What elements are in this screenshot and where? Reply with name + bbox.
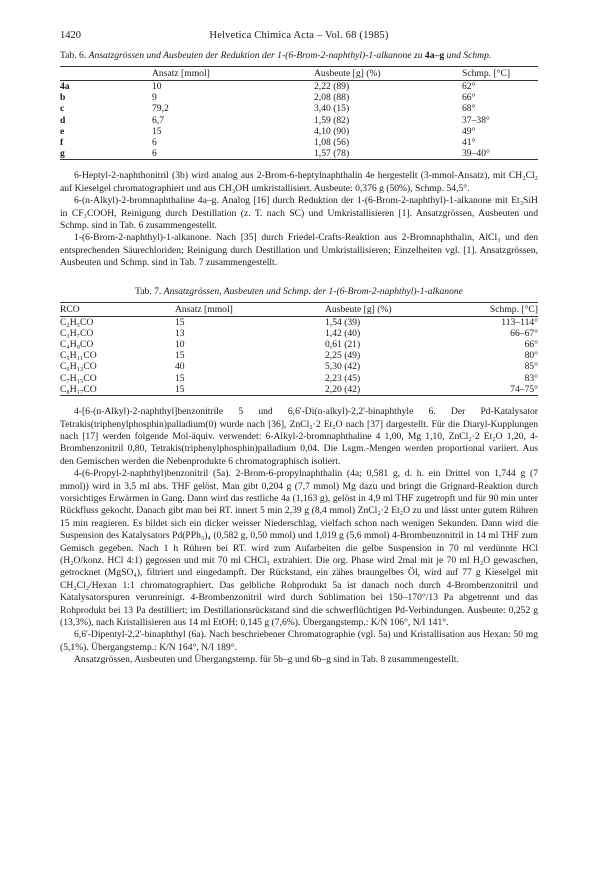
table7-col-ansatz: Ansatz [mmol] [175,302,325,316]
table-row [60,115,538,126]
table-row [60,316,538,328]
ansatz-cell: 13 [175,327,185,339]
ansatz-cell: 15 [175,350,185,362]
table-row [60,339,538,350]
ansatz-cell: 15 [175,372,185,384]
table7-header-row [60,302,538,316]
table6-col-compound [60,67,152,81]
ansatz-cell: 10 [152,81,162,92]
rco-cell: C₂H₅CO [60,316,94,328]
ausbeute-cell: 2,23 (45) [325,372,361,384]
schmp-cell: 62° [462,81,476,92]
table-row [60,361,538,372]
table7-col-rco: RCO [60,302,175,316]
ausbeute-cell: 0,61 (21) [325,339,361,351]
compound-cell: b [60,92,66,104]
table6-col-ausbeute: Ausbeute [g] (%) [314,67,462,81]
ausbeute-cell: 1,42 (40) [325,327,361,339]
ausbeute-cell: 1,59 (82) [314,114,350,126]
table-row [60,350,538,361]
table6-header-row [60,67,538,81]
body-paragraph: 6,6'-Dipentyl-2,2'-binaphthyl (6a). Nach beschriebener Chromatographie (vgl. 5a) und Kristallisation aus Hexan: 50 mg (5,1%). Übergangstemp.: K/N 164°, N/I 189°. [60,629,538,653]
ansatz-cell: 15 [175,316,185,328]
body-paragraph: 6-Heptyl-2-naphthonitril (3b) wird analog aus 2-Brom-6-heptylnaphthalin 4e hergestellt (3-mmol-Ansatz), mit CH₂Cl₂ auf Kieselgel chromatographiert und aus CH₃OH umkristallisiert. Ausbeute: 0,376 g (50%), Schmp. 54,5°. [60,170,538,194]
ausbeute-cell: 4,10 (90) [314,125,350,137]
ansatz-cell: 40 [175,361,185,373]
rco-cell: C₇H₁₅CO [60,372,97,384]
ansatz-cell: 9 [152,92,157,104]
table-row [60,148,538,159]
schmp-cell: 113–114° [501,316,538,328]
table7-body [60,316,538,395]
schmp-cell: 41° [462,137,476,149]
schmp-cell: 85° [524,361,538,373]
page-number: 1420 [60,30,81,41]
schmp-cell: 37–38° [462,114,490,126]
table-row [60,373,538,384]
ausbeute-cell: 1,54 (39) [325,316,361,328]
body-paragraph: 4-[6-(n-Alkyl)-2-naphthyl]benzonitrile 5 und 6,6'-Di(n-alkyl)-2,2'-binaphthyle 6. Der Pd-Katalysator Tetrakis(triphenylphosphin)palladium(0) wurde nach [36], ZnCl₂·2 Et₂O nach [37] dargestellt. Für die Diaryl-Kupplungen nach [17] werden folgende Mol-äquiv. verwendet: 6-Alkyl-2-bromnaphthaline 4 1,00, Mg 1,10, ZnCl₂·2 Et₂O 1,20, 4-Brombenzonitril 0,80, Tetrakis(triphenylphosphin)palladium 0,04. Die Lsgm.-Mengen werden proportional variiert. Aus den Gemischen werden die Nebenprodukte 6 chromatographisch isoliert. [60,406,538,467]
ausbeute-cell: 3,40 (15) [314,103,350,115]
table6-col-ansatz: Ansatz [mmol] [152,67,314,81]
compound-cell: g [60,148,65,160]
ausbeute-cell: 2,25 (49) [325,350,361,362]
ausbeute-cell: 1,57 (78) [314,148,350,160]
schmp-cell: 49° [462,125,476,137]
rco-cell: C₄H₉CO [60,339,94,351]
table6-body [60,81,538,160]
ausbeute-cell: 2,08 (88) [314,92,350,104]
table7-caption-prefix: Tab. 7. [135,285,162,297]
table-row [60,384,538,395]
rco-cell: C₈H₁₇CO [60,383,97,395]
journal-page [60,30,538,667]
schmp-cell: 66° [524,339,538,351]
table-row [60,81,538,93]
table6 [60,66,538,159]
body-paragraph: 1-(6-Brom-2-naphthyl)-1-alkanone. Nach [35] durch Friedel-Crafts-Reaktion aus 2-Bromnaphthalin, AlCl₃ und den entsprechenden Säurechloriden; Reinigung durch Destillation und Umkristallisieren; Einzelheiten vgl. [1]. Ansatzgrössen, Ausbeuten und Schmp. sind in Tab. 7 zusammengestellt. [60,232,538,269]
table6-caption-text: Ansatzgrössen und Ausbeuten der Reduktion der 1-(6-Brom-2-naphthyl)-1-alkanone zu [88,50,423,61]
table7-caption-text: Ansatzgrössen, Ausbeuten und Schmp. der 1-(6-Brom-2-naphthyl)-1-alkanone [163,285,463,297]
compound-cell: 4a [60,81,70,92]
table6-caption-tail: und Schmp. [446,50,492,61]
compound-cell: e [60,125,65,137]
table-row [60,103,538,114]
ausbeute-cell: 1,08 (56) [314,137,350,149]
ansatz-cell: 79,2 [152,103,169,115]
ansatz-cell: 15 [175,383,185,395]
rco-cell: C₃H₇CO [60,327,94,339]
schmp-cell: 68° [462,103,476,115]
schmp-cell: 66° [462,92,476,104]
ansatz-cell: 6 [152,148,157,160]
table7-col-schmp: Schmp. [°C] [465,302,538,316]
journal-title: Helvetica Chimica Acta – Vol. 68 (1985) [209,30,389,41]
ansatz-cell: 10 [175,339,185,351]
compound-cell: c [60,103,65,115]
schmp-cell: 39–40° [462,148,490,160]
ansatz-cell: 6,7 [152,114,164,126]
table7-caption [60,286,538,298]
table7-col-ausbeute: Ausbeute [g] (%) [325,302,465,316]
table6-col-schmp: Schmp. [°C] [462,67,538,81]
body-paragraph: 6-(n-Alkyl)-2-bromnaphthaline 4a–g. Analog [16] durch Reduktion der 1-(6-Brom-2-naphthyl)-1-alkanone mit Et₃SiH in CF₃COOH, Reinigung durch Destillation (z. T. nach SC) und Umkristallisieren [1]. Ansatzgrössen, Ausbeuten und Schmp. sind in Tab. 6 zusammengestellt. [60,195,538,232]
body-paragraph: Ansatzgrössen, Ausbeuten und Übergangstemp. für 5b–g und 6b–g sind in Tab. 8 zusammengestellt. [74,654,459,666]
compound-cell: d [60,114,66,126]
ansatz-cell: 15 [152,125,162,137]
rco-cell: C₅H₁₁CO [60,350,97,362]
schmp-cell: 66–67° [510,327,538,339]
table-row [60,92,538,103]
schmp-cell: 80° [524,350,538,362]
table6-caption-prefix: Tab. 6. [60,50,87,61]
table-row [60,328,538,339]
ansatz-cell: 6 [152,137,157,149]
ausbeute-cell: 2,20 (42) [325,383,361,395]
schmp-cell: 74–75° [510,383,538,395]
table-row [60,126,538,137]
body-paragraph: 4-(6-Propyl-2-naphthyl)benzonitril (5a). 2-Brom-6-propylnaphthalin (4a; 0,581 g, d. h. ein Drittel von 1,744 g (7 mmol)) wird in 3,5 ml abs. THF gelöst. Man gibt 0,204 g (7,7 mmol) Mg dazu und bringt die Grignard-Reaktion durch vorsichtiges Erwärmen in Gang. Dann wird das restliche 4a (1,163 g), gelöst in 4,9 ml THF zugetropft und für 90 min unter Rückfluss gekocht. Danach gibt man bei RT. innert 5 min 2,39 g (8,4 mmol) ZnCl₂·2 Et₂O zu und lässt unter gutem Rühren 15 min reagieren. Es bildet sich ein dicker weisser Niederschlag, vielfach schon nach wenigen Sekunden. Dann wird die Suspension des Katalysators Pd(PPh₃)₄ (0,582 g, 0,50 mmol) und 1,019 g (5,6 mmol) 4-Brombenzonitril in 14 ml THF zum Gemisch gegeben. Nach 1 h Rühren bei RT. wird zum Aufarbeiten die gelbe Suspension in 70 ml verdünnte HCl (H₂O/konz. HCl 4:1) gegossen und mit 70 ml CHCl₃ extrahiert. Die org. Phase wird 2mal mit je 70 ml H₂O gewaschen, getrocknet (MgSO₄), filtriert und eingedampft. Der Rückstand, ein zähes braungelbes Öl, wird auf 77 g Kieselgel mit CH₂Cl₂/Hexan 1:1 chromatographiert. Das gelbliche Rohprodukt 5a ist danach noch durch 4-Brombenzonitril und Katalysatorspuren verunreinigt. 4-Brombenzonitril wird durch Sublimation bei 150–170°/13 Pa abgetrennt und das Rohprodukt bei 13 Pa destilliert; im Destillationsrückstand sind die schwerflüchtigen Pd-Verbindungen. Ausbeute: 0,252 g (13,3%), nach Kristallisieren aus 14 ml EtOH: 0,145 g (7,6%). Übergangstemp.: K/N 106°, N/I 141°. [60,468,538,628]
rco-cell: C₆H₁₃CO [60,361,97,373]
compound-cell: f [60,137,64,149]
ausbeute-cell: 5,30 (42) [325,361,361,373]
ausbeute-cell: 2,22 (89) [314,81,350,92]
table6-caption [60,50,538,62]
table-row [60,137,538,148]
text-block-b [60,406,538,667]
table7 [60,302,538,395]
text-block-a [60,170,538,269]
table6-caption-compounds: 4a–g [424,50,445,61]
page-header [60,30,538,44]
schmp-cell: 83° [524,372,538,384]
